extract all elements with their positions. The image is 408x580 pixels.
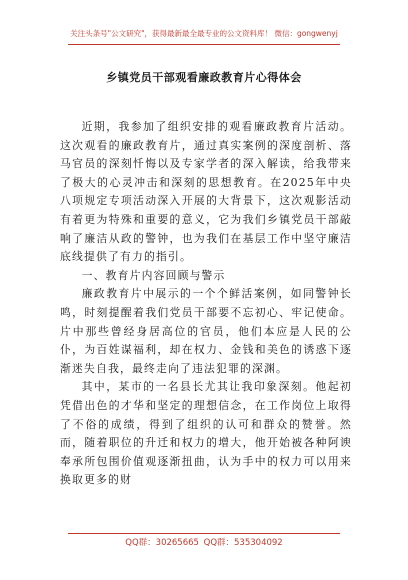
body-paragraph: 廉政教育片中展示的一个个鲜活案例，如同警钟长鸣，时刻提醒着我们党员干部要不忘初心、牢记使命。片中那些曾经身居高位的官员，他们本应是人民的公仆，为百姓谋福利，却在权力、金钱和美色的诱惑下逐渐迷失自我，最终走向了违法犯罪的深渊。 — [60, 287, 352, 375]
footer-contact: QQ群：30265665 QQ群：535304092 — [125, 538, 283, 548]
footer-divider — [68, 533, 340, 534]
header-divider — [68, 44, 340, 45]
intro-paragraph: 近期，我参加了组织安排的观看廉政教育片活动。这次观看的廉政教育片，通过真实案例的深度剖析、落马官员的深刻忏悔以及专家学者的深入解读，给我带来了极大的心灵冲击和深刻的思想教育。在2025年中央八项规定专项活动深入开展的大背景下，这次观影活动有着更为特殊和重要的意义，它为我们乡镇党员干部敲响了廉洁从政的警钟，也为我们在基层工作中坚守廉洁底线提供了有力的指引。 — [60, 120, 352, 264]
body-paragraph: 其中，某市的一名县长尤其让我印象深刻。他起初凭借出色的才华和坚定的理想信念，在工作岗位上取得了不俗的成绩，得到了组织的认可和群众的赞誉。然而，随着职位的升迁和权力的增大，他开始被各种阿谀奉承所包围价值观逐渐扭曲，认为手中的权力可以用来换取更多的财 — [60, 380, 352, 487]
section-heading: 一、教育片内容回顾与警示 — [81, 268, 226, 282]
document-body — [60, 118, 352, 490]
document-title: 乡镇党员干部观看廉政教育片心得体会 — [106, 71, 302, 84]
header-note: 关注头条号"公文研究"，获得最新最全最专业的公文资料库！ 微信：gongwenyj — [70, 29, 338, 38]
